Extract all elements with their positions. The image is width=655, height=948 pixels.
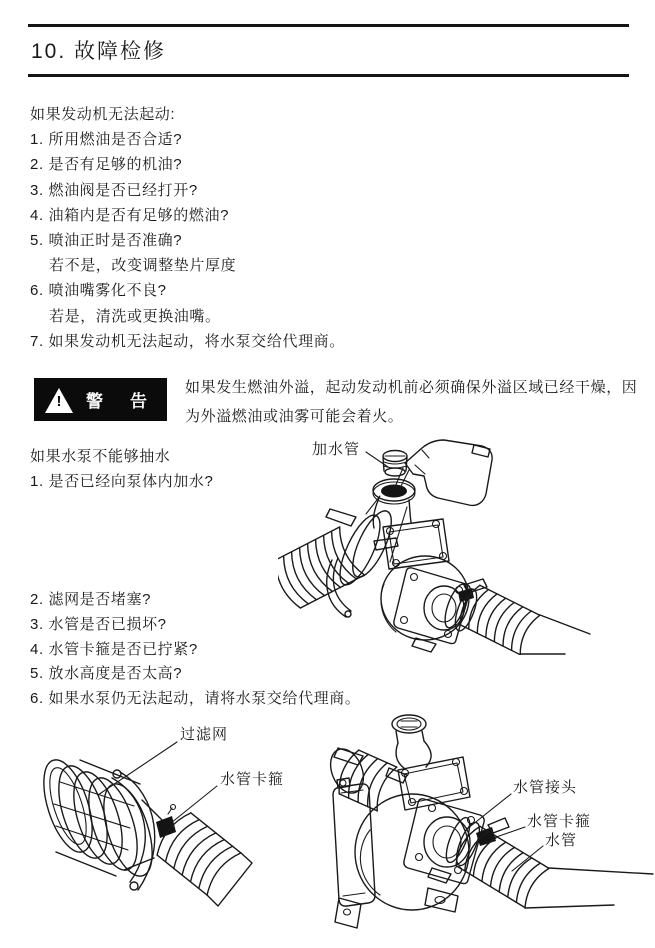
hose-label: 水管 bbox=[545, 832, 578, 849]
hose-clamp-label: 水管卡箍 bbox=[527, 813, 592, 830]
figure-strainer bbox=[0, 710, 330, 948]
strainer-illustration bbox=[0, 710, 330, 948]
engine-item-7: 7. 如果发动机无法起动，将水泵交给代理商。 bbox=[30, 332, 345, 350]
pump-intro: 如果水泵不能够抽水 bbox=[30, 448, 171, 465]
top-rule bbox=[28, 24, 629, 27]
warning-text bbox=[185, 374, 637, 431]
pump-item-1: 1. 是否已经向泵体内加水? bbox=[30, 473, 214, 491]
page-title: 10. 故障检修 bbox=[31, 40, 167, 63]
engine-item-3: 3. 燃油阀是否已经打开? bbox=[30, 181, 198, 199]
engine-item-1: 1. 所用燃油是否合适? bbox=[30, 131, 183, 149]
pump-item-2: 2. 滤网是否堵塞? bbox=[30, 591, 152, 608]
warning-banner bbox=[34, 378, 167, 421]
warning-label-char-2: 告 bbox=[130, 392, 147, 411]
title-underline-rule bbox=[28, 74, 629, 77]
pump-item-5: 5. 放水高度是否太高? bbox=[30, 665, 183, 683]
warning-text-line-1: 如果发生燃油外溢，起动发动机前必须确保外溢区域已经干燥，因 bbox=[185, 379, 638, 396]
engine-item-5-note: 若不是，改变调整垫片厚度 bbox=[49, 257, 237, 275]
pump-item-4: 4. 水管卡箍是否已拧紧? bbox=[30, 640, 198, 658]
fill-pipe-label: 加水管 bbox=[312, 441, 361, 458]
engine-item-2: 2. 是否有足够的机油? bbox=[30, 156, 183, 174]
strainer-label: 过滤网 bbox=[180, 726, 229, 743]
engine-intro: 如果发动机无法起动: bbox=[30, 106, 176, 123]
exclamation-mark: ! bbox=[56, 392, 62, 410]
engine-troubleshooting-list bbox=[30, 102, 345, 354]
pump-filling-illustration bbox=[278, 432, 655, 655]
pump-connections-illustration bbox=[325, 700, 655, 948]
warning-label-char-1: 警 bbox=[86, 392, 103, 411]
hose-joint-label: 水管接头 bbox=[513, 779, 578, 796]
pump-item-6: 6. 如果水泵仍无法起动，请将水泵交给代理商。 bbox=[30, 690, 361, 708]
warning-text-line-2: 为外溢燃油或油雾可能会着火。 bbox=[185, 407, 404, 425]
figure-filling-pump bbox=[278, 432, 655, 655]
engine-item-6-note: 若是，清洗或更换油嘴。 bbox=[49, 307, 221, 325]
engine-item-6: 6. 喷油嘴雾化不良? bbox=[30, 282, 167, 300]
warning-triangle-icon bbox=[45, 387, 73, 413]
engine-item-5: 5. 喷油正时是否准确? bbox=[30, 232, 183, 250]
pump-troubleshooting-intro bbox=[30, 444, 213, 495]
engine-item-4: 4. 油箱内是否有足够的燃油? bbox=[30, 206, 230, 224]
hose-clamp-label: 水管卡箍 bbox=[220, 771, 285, 788]
pump-item-3: 3. 水管是否已损坏? bbox=[30, 615, 167, 633]
figure-pump-connections bbox=[325, 700, 655, 948]
